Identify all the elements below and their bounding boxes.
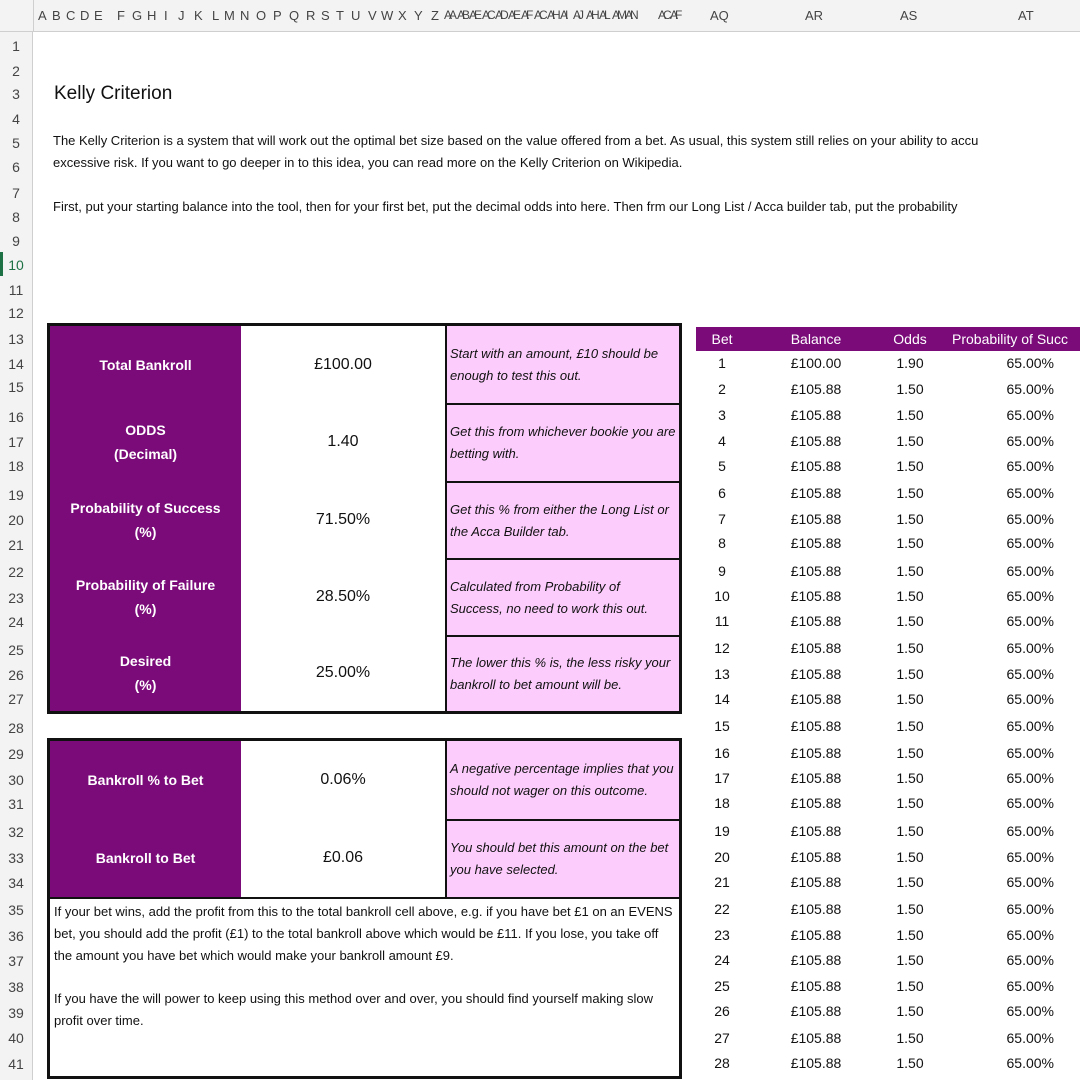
row-header[interactable]: 13 (8, 331, 24, 347)
tracker-cell-bet[interactable]: 6 (718, 485, 726, 501)
row-header[interactable]: 25 (8, 642, 24, 658)
tracker-row (696, 871, 1080, 896)
tracker-cell-bet[interactable]: 20 (714, 849, 730, 865)
tracker-cell-balance[interactable]: £105.88 (790, 485, 842, 501)
tracker-cell-probability[interactable]: 65.00% (1006, 770, 1054, 786)
label-text: Probability of Success (70, 499, 221, 516)
row-header[interactable]: 2 (12, 63, 20, 79)
tracker-row (696, 585, 1080, 610)
tracker-row (696, 1027, 1080, 1052)
tracker-cell-bet[interactable]: 25 (714, 978, 730, 994)
tracker-cell-balance[interactable]: £105.88 (790, 511, 842, 527)
column-header-T[interactable]: T (336, 8, 344, 23)
tracker-cell-odds[interactable]: 1.50 (896, 640, 924, 656)
row-header[interactable]: 19 (8, 487, 24, 503)
column-header-I[interactable]: I (164, 8, 168, 23)
row-header[interactable]: 16 (8, 409, 24, 425)
tracker-cell-bet[interactable]: 2 (718, 381, 726, 397)
tracker-cell-bet[interactable]: 17 (714, 770, 730, 786)
column-header-AS[interactable]: AS (900, 8, 918, 23)
column-header-D[interactable]: D (80, 8, 90, 23)
label-bankroll-percent: Bankroll % to Bet (50, 741, 241, 819)
row-header[interactable]: 17 (8, 434, 24, 450)
tracker-cell-bet[interactable]: 8 (718, 535, 726, 551)
tracker-cell-odds[interactable]: 1.50 (896, 849, 924, 865)
tracker-cell-bet[interactable]: 19 (714, 823, 730, 839)
tracker-row (696, 846, 1080, 871)
row-header[interactable]: 39 (8, 1005, 24, 1021)
tracker-cell-balance[interactable]: £105.88 (790, 718, 842, 734)
tracker-row (696, 715, 1080, 740)
row-header[interactable]: 22 (8, 564, 24, 580)
label-text: Probability of Failure (75, 576, 216, 593)
tracker-cell-bet[interactable]: 15 (714, 718, 730, 734)
row-header[interactable]: 9 (12, 233, 20, 249)
tracker-header (696, 327, 1080, 351)
tracker-cell-balance[interactable]: £105.88 (790, 563, 842, 579)
label-desired (50, 635, 241, 711)
tracker-header-probability: Probability of Succ (952, 331, 1068, 347)
row-header[interactable]: 8 (12, 209, 20, 225)
tracker-cell-probability[interactable]: 65.00% (1006, 563, 1054, 579)
row-header[interactable]: 11 (8, 282, 24, 298)
tracker-cell-odds[interactable]: 1.50 (896, 745, 924, 761)
tracker-cell-odds[interactable]: 1.50 (896, 1030, 924, 1046)
odds-input[interactable]: 1.40 (241, 403, 445, 481)
tracker-cell-odds[interactable]: 1.50 (896, 563, 924, 579)
column-header-V[interactable]: V (368, 8, 377, 23)
row-header[interactable]: 5 (12, 135, 20, 151)
tracker-cell-probability[interactable]: 65.00% (1006, 1030, 1054, 1046)
intro-line-3: First, put your starting balance into the tool, then for your first bet, put the decimal odds into here. Then frm our Long List / Acca builder tab, put the probability (53, 199, 958, 214)
row-header[interactable]: 14 (8, 356, 24, 372)
row-header[interactable]: 36 (8, 928, 24, 944)
kelly-input-block (47, 323, 682, 714)
tracker-cell-bet[interactable]: 1 (718, 355, 726, 371)
tracker-cell-balance[interactable]: £105.88 (790, 795, 842, 811)
tracker-row (696, 637, 1080, 662)
column-header-C[interactable]: C (66, 8, 76, 23)
tracker-cell-bet[interactable]: 10 (714, 588, 730, 604)
tracker-cell-probability[interactable]: 65.00% (1006, 588, 1054, 604)
column-header-Y[interactable]: Y (414, 8, 423, 23)
row-header[interactable]: 4 (12, 111, 20, 127)
tracker-row (696, 430, 1080, 455)
tracker-cell-probability[interactable]: 65.00% (1006, 640, 1054, 656)
note-total-bankroll: Start with an amount, £10 should be enough to test this out. (445, 326, 679, 403)
column-header-S[interactable]: S (321, 8, 330, 23)
tracker-row (696, 975, 1080, 1000)
tracker-row (696, 1000, 1080, 1025)
row-header[interactable]: 12 (8, 305, 24, 321)
footer-paragraph-1: If your bet wins, add the profit from this to the total bankroll cell above, e.g. if you have bet £1 on an EVENS bet, you should add the profit (£1) to the total bankroll above which would be £11. If you lose, you take off the amount you have bet which would make your bankroll amount £9. (54, 904, 673, 963)
column-header-AL[interactable]: AL (599, 8, 608, 22)
tracker-cell-bet[interactable]: 21 (714, 874, 730, 890)
tracker-cell-balance[interactable]: £105.88 (790, 535, 842, 551)
tracker-cell-probability[interactable]: 65.00% (1006, 511, 1054, 527)
tracker-cell-probability[interactable]: 65.00% (1006, 355, 1054, 371)
tracker-cell-bet[interactable]: 28 (714, 1055, 730, 1071)
tracker-cell-probability[interactable]: 65.00% (1006, 433, 1054, 449)
row-header[interactable]: 26 (8, 667, 24, 683)
column-header-N[interactable]: N (240, 8, 250, 23)
column-header-W[interactable]: W (381, 8, 394, 23)
tracker-cell-balance[interactable]: £105.88 (790, 1003, 842, 1019)
column-header-E[interactable]: E (94, 8, 103, 23)
column-header-Z[interactable]: Z (431, 8, 439, 23)
tracker-cell-balance[interactable]: £105.88 (790, 874, 842, 890)
tracker-cell-odds[interactable]: 1.50 (896, 1055, 924, 1071)
row-header[interactable]: 31 (8, 796, 24, 812)
tracker-row (696, 898, 1080, 923)
tracker-cell-bet[interactable]: 23 (714, 927, 730, 943)
tracker-cell-probability[interactable]: 65.00% (1006, 745, 1054, 761)
tracker-row (696, 560, 1080, 585)
label-subtext: (%) (134, 677, 157, 693)
row-header[interactable]: 41 (8, 1056, 24, 1072)
label-total-bankroll (50, 326, 241, 403)
column-header-AC-2[interactable]: AC (534, 8, 545, 22)
label-subtext: (%) (134, 600, 157, 617)
row-header[interactable]: 20 (8, 512, 24, 528)
tracker-cell-odds[interactable]: 1.50 (896, 691, 924, 707)
column-header-AH[interactable]: AH (547, 8, 558, 22)
tracker-cell-odds[interactable]: 1.50 (896, 927, 924, 943)
row-header[interactable]: 3 (12, 86, 20, 102)
row-header[interactable]: 7 (12, 185, 20, 201)
tracker-cell-balance[interactable]: £105.88 (790, 381, 842, 397)
column-header-AJ[interactable]: AJ (573, 8, 582, 22)
tracker-row (696, 352, 1080, 377)
tracker-cell-balance[interactable]: £105.88 (790, 588, 842, 604)
tracker-cell-odds[interactable]: 1.50 (896, 770, 924, 786)
tracker-cell-probability[interactable]: 65.00% (1006, 718, 1054, 734)
tracker-cell-odds[interactable]: 1.50 (896, 978, 924, 994)
row-header[interactable]: 32 (8, 824, 24, 840)
tracker-cell-balance[interactable]: £105.88 (790, 952, 842, 968)
column-header-AI[interactable]: AI (560, 8, 566, 22)
column-header-H[interactable]: H (147, 8, 157, 23)
row-header[interactable]: 40 (8, 1030, 24, 1046)
tracker-cell-balance[interactable]: £105.88 (790, 691, 842, 707)
row-header[interactable]: 23 (8, 590, 24, 606)
column-header-U[interactable]: U (351, 8, 361, 23)
tracker-cell-odds[interactable]: 1.50 (896, 381, 924, 397)
tracker-cell-balance[interactable]: £105.88 (790, 745, 842, 761)
column-header-bar (0, 0, 1080, 32)
column-header-AF[interactable]: AF (521, 8, 531, 22)
tracker-row (696, 1052, 1080, 1077)
tracker-cell-probability[interactable]: 65.00% (1006, 823, 1054, 839)
note-odds: Get this from whichever bookie you are betting with. (445, 403, 679, 481)
tracker-row (696, 792, 1080, 817)
row-header-bar (0, 32, 33, 1080)
tracker-row (696, 924, 1080, 949)
tracker-cell-probability[interactable]: 65.00% (1006, 535, 1054, 551)
label-subtext: (%) (134, 523, 157, 540)
tracker-row (696, 508, 1080, 533)
tracker-cell-odds[interactable]: 1.50 (896, 952, 924, 968)
tracker-cell-probability[interactable]: 65.00% (1006, 407, 1054, 423)
tracker-row (696, 482, 1080, 507)
tracker-header-odds: Odds (893, 331, 927, 347)
tracker-cell-bet[interactable]: 7 (718, 511, 726, 527)
tracker-row (696, 688, 1080, 713)
column-header-AN[interactable]: AN (625, 8, 636, 22)
tracker-cell-bet[interactable]: 12 (714, 640, 730, 656)
label-text: ODDS (125, 422, 166, 438)
tracker-cell-odds[interactable]: 1.50 (896, 433, 924, 449)
column-header-AM[interactable]: AM (612, 8, 624, 22)
tracker-cell-odds[interactable]: 1.90 (896, 355, 924, 371)
tracker-cell-probability[interactable]: 65.00% (1006, 849, 1054, 865)
tracker-cell-balance[interactable]: £105.88 (790, 640, 842, 656)
tracker-cell-odds[interactable]: 1.50 (896, 613, 924, 629)
tracker-cell-bet[interactable]: 22 (714, 901, 730, 917)
column-header-F[interactable]: F (117, 8, 125, 23)
tracker-cell-odds[interactable]: 1.50 (896, 511, 924, 527)
label-probability-success (50, 481, 241, 558)
tracker-cell-odds[interactable]: 1.50 (896, 874, 924, 890)
column-header-AE-2[interactable]: AE (508, 8, 519, 22)
column-header-M[interactable]: M (224, 8, 235, 23)
tracker-row (696, 767, 1080, 792)
tracker-cell-bet[interactable]: 13 (714, 666, 730, 682)
row-header[interactable]: 33 (8, 850, 24, 866)
tracker-row (696, 610, 1080, 635)
tracker-cell-bet[interactable]: 18 (714, 795, 730, 811)
tracker-cell-probability[interactable]: 65.00% (1006, 874, 1054, 890)
tracker-cell-probability[interactable]: 65.00% (1006, 927, 1054, 943)
tracker-cell-bet[interactable]: 9 (718, 563, 726, 579)
bankroll-percent-value: 0.06% (241, 741, 445, 819)
tracker-cell-odds[interactable]: 1.50 (896, 795, 924, 811)
label-probability-failure (50, 558, 241, 635)
column-header-AF-2[interactable]: AF (670, 8, 680, 22)
bankroll-to-bet-value: £0.06 (241, 819, 445, 897)
tracker-cell-probability[interactable]: 65.00% (1006, 978, 1054, 994)
tracker-row (696, 742, 1080, 767)
label-odds (50, 403, 241, 481)
row-header-active[interactable]: 10 (8, 257, 24, 273)
tracker-cell-odds[interactable]: 1.50 (896, 458, 924, 474)
tracker-cell-odds[interactable]: 1.50 (896, 588, 924, 604)
note-desired: The lower this % is, the less risky your bankroll to bet amount will be. (445, 635, 679, 711)
tracker-cell-probability[interactable]: 65.00% (1006, 666, 1054, 682)
tracker-cell-bet[interactable]: 14 (714, 691, 730, 707)
column-header-X[interactable]: X (398, 8, 407, 23)
column-header-R[interactable]: R (306, 8, 316, 23)
divider (50, 897, 679, 899)
column-header-K[interactable]: K (194, 8, 203, 23)
tracker-cell-odds[interactable]: 1.50 (896, 485, 924, 501)
row-header[interactable]: 38 (8, 979, 24, 995)
tracker-cell-probability[interactable]: 65.00% (1006, 952, 1054, 968)
column-header-AC-3[interactable]: AC (658, 8, 669, 22)
row-header[interactable]: 34 (8, 875, 24, 891)
column-header-G[interactable]: G (132, 8, 143, 23)
tracker-cell-probability[interactable]: 65.00% (1006, 795, 1054, 811)
tracker-cell-bet[interactable]: 5 (718, 458, 726, 474)
footer-paragraph-2: If you have the will power to keep using this method over and over, you should find yourself making slow profit over time. (54, 991, 654, 1028)
tracker-cell-probability[interactable]: 65.00% (1006, 1003, 1054, 1019)
label-bankroll-to-bet: Bankroll to Bet (50, 819, 241, 897)
row-header[interactable]: 24 (8, 614, 24, 630)
tracker-cell-odds[interactable]: 1.50 (896, 718, 924, 734)
column-header-J[interactable]: J (178, 8, 185, 23)
tracker-cell-balance[interactable]: £105.88 (790, 927, 842, 943)
label-text: Desired (119, 653, 172, 669)
tracker-cell-probability[interactable]: 65.00% (1006, 613, 1054, 629)
tracker-cell-balance[interactable]: £105.88 (790, 613, 842, 629)
tracker-row (696, 404, 1080, 429)
probability-success-input[interactable]: 71.50% (241, 481, 445, 558)
tracker-cell-balance[interactable]: £105.88 (790, 458, 842, 474)
tracker-cell-balance[interactable]: £105.88 (790, 770, 842, 786)
column-header-P[interactable]: P (273, 8, 282, 23)
intro-line-2: excessive risk. If you want to go deeper in to this idea, you can read more on the Kelly Criterion on Wikipedia. (53, 155, 683, 170)
row-header[interactable]: 15 (8, 379, 24, 395)
tracker-cell-bet[interactable]: 26 (714, 1003, 730, 1019)
tracker-cell-bet[interactable]: 27 (714, 1030, 730, 1046)
column-header-AH-2[interactable]: AH (586, 8, 597, 22)
tracker-cell-bet[interactable]: 24 (714, 952, 730, 968)
note-bankroll-to-bet: You should bet this amount on the bet you have selected. (445, 819, 679, 897)
column-header-AA[interactable]: AA (444, 8, 455, 22)
column-header-L[interactable]: L (212, 8, 220, 23)
tracker-cell-probability[interactable]: 65.00% (1006, 1055, 1054, 1071)
column-header-O[interactable]: O (256, 8, 267, 23)
column-header-AB[interactable]: AB (457, 8, 468, 22)
tracker-cell-probability[interactable]: 65.00% (1006, 458, 1054, 474)
tracker-row (696, 532, 1080, 557)
row-header[interactable]: 37 (8, 953, 24, 969)
row-header[interactable]: 1 (12, 38, 20, 54)
tracker-cell-odds[interactable]: 1.50 (896, 535, 924, 551)
row-header[interactable]: 28 (8, 720, 24, 736)
tracker-cell-bet[interactable]: 3 (718, 407, 726, 423)
row-header[interactable]: 6 (12, 159, 20, 175)
tracker-cell-balance[interactable]: £105.88 (790, 433, 842, 449)
tracker-cell-balance[interactable]: £105.88 (790, 823, 842, 839)
tracker-cell-odds[interactable]: 1.50 (896, 901, 924, 917)
label-subtext: (Decimal) (113, 446, 178, 462)
tracker-cell-probability[interactable]: 65.00% (1006, 485, 1054, 501)
tracker-cell-balance[interactable]: £105.88 (790, 1030, 842, 1046)
tracker-cell-probability[interactable]: 65.00% (1006, 381, 1054, 397)
column-header-AR[interactable]: AR (805, 8, 824, 23)
tracker-row (696, 949, 1080, 974)
label-text: Total Bankroll (99, 356, 192, 373)
column-header-A[interactable]: A (38, 8, 47, 23)
active-row-indicator (0, 252, 3, 276)
column-header-AC[interactable]: AC (482, 8, 493, 22)
tracker-cell-odds[interactable]: 1.50 (896, 407, 924, 423)
tracker-row (696, 455, 1080, 480)
total-bankroll-input[interactable]: £100.00 (241, 326, 445, 403)
column-header-AQ[interactable]: AQ (710, 8, 729, 23)
tracker-cell-balance[interactable]: £105.88 (790, 901, 842, 917)
tracker-cell-balance[interactable]: £105.88 (790, 849, 842, 865)
tracker-cell-bet[interactable]: 11 (714, 613, 730, 629)
tracker-cell-odds[interactable]: 1.50 (896, 823, 924, 839)
note-probability-success: Get this % from either the Long List or the Acca Builder tab. (445, 481, 679, 558)
tracker-cell-balance[interactable]: £105.88 (790, 1055, 842, 1071)
column-header-AD[interactable]: AD (495, 8, 506, 22)
tracker-cell-balance[interactable]: £100.00 (790, 355, 842, 371)
note-probability-failure: Calculated from Probability of Success, no need to work this out. (445, 558, 679, 635)
tracker-row (696, 820, 1080, 845)
tracker-cell-bet[interactable]: 4 (718, 433, 726, 449)
column-header-B[interactable]: B (52, 8, 61, 23)
row-header[interactable]: 18 (8, 458, 24, 474)
tracker-cell-bet[interactable]: 16 (714, 745, 730, 761)
row-header[interactable]: 21 (8, 537, 24, 553)
tracker-cell-probability[interactable]: 65.00% (1006, 901, 1054, 917)
tracker-cell-probability[interactable]: 65.00% (1006, 691, 1054, 707)
tracker-row (696, 663, 1080, 688)
column-header-AT[interactable]: AT (1018, 8, 1034, 23)
tracker-row (696, 378, 1080, 403)
tracker-cell-balance[interactable]: £105.88 (790, 978, 842, 994)
kelly-output-block (47, 738, 682, 1079)
tracker-header-bet: Bet (711, 331, 733, 347)
column-header-AE[interactable]: AE (469, 8, 480, 22)
page-title: Kelly Criterion (54, 83, 173, 104)
select-all-corner[interactable] (0, 0, 34, 31)
tracker-header-balance: Balance (790, 331, 842, 347)
intro-line-1: The Kelly Criterion is a system that will work out the optimal bet size based on the value offered from a bet. As usual, this system still relies on your ability to accu (53, 133, 979, 148)
tracker-cell-balance[interactable]: £105.88 (790, 666, 842, 682)
row-header[interactable]: 27 (8, 691, 24, 707)
row-header[interactable]: 35 (8, 902, 24, 918)
tracker-cell-balance[interactable]: £105.88 (790, 407, 842, 423)
note-bankroll-percent: A negative percentage implies that you should not wager on this outcome. (445, 741, 679, 819)
column-header-Q[interactable]: Q (289, 8, 300, 23)
row-header[interactable]: 30 (8, 772, 24, 788)
tracker-cell-odds[interactable]: 1.50 (896, 1003, 924, 1019)
row-header[interactable]: 29 (8, 746, 24, 762)
tracker-cell-odds[interactable]: 1.50 (896, 666, 924, 682)
desired-input[interactable]: 25.00% (241, 635, 445, 711)
probability-failure-value: 28.50% (241, 558, 445, 635)
